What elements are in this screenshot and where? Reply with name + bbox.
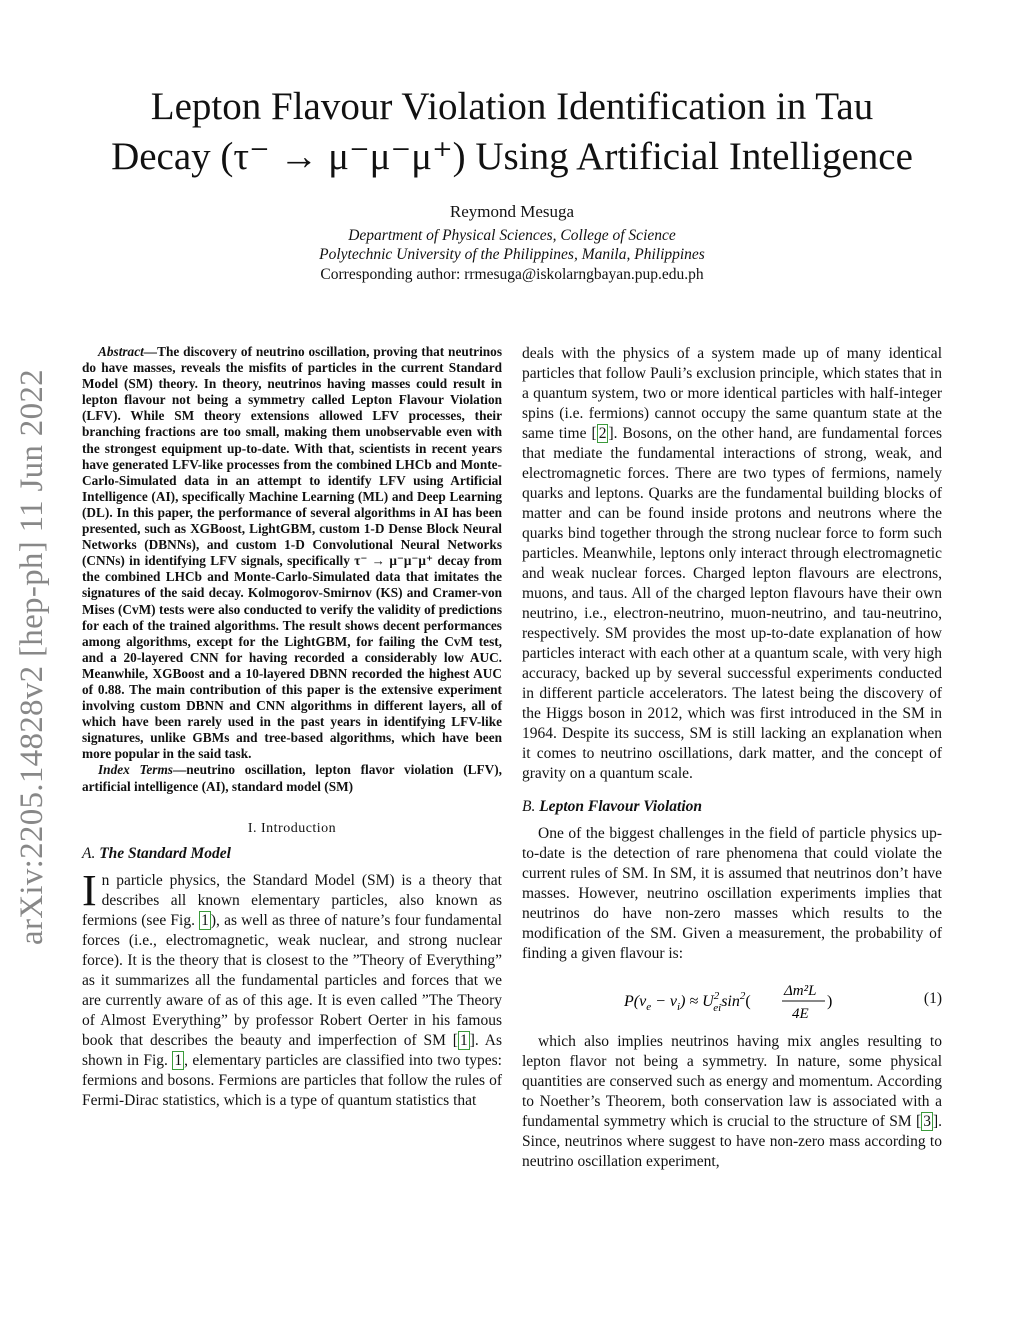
figure-1-link[interactable]: 1 [201,911,209,929]
equation-number: (1) [923,990,942,1007]
eq-lhs-start: P(v [624,993,647,1010]
text-run: ]. As shown in Fig. [82,1031,502,1069]
intro-paragraph-1 [82,865,502,1111]
citation-2-link[interactable]: 2 [598,425,607,442]
figure-1-link-2[interactable]: 1 [174,1051,183,1069]
right-column [522,344,942,1172]
subsection-heading-b [522,798,942,816]
text-run: n particle physics, the Standard Model (SM) is a theory that describes all known elementary particles, also known as fermions (see Fig. [82,871,502,929]
left-column [82,344,502,1111]
text-run: ]. Since, neutrinos where suggest to have non-zero mass according to neutrino oscillation experiment, [522,1113,942,1170]
intro-paragraph-1-continued [522,344,942,784]
index-terms-text: —neutrino oscillation, lepton flavor violation (LFV), artificial intelligence (AI), standard model (SM) [82,762,503,794]
paper-title [40,82,984,182]
affiliation-department: Department of Physical Sciences, College of Science [348,227,676,244]
eq-u-sub: ei [713,1002,722,1014]
title-line-1: Lepton Flavour Violation Identification in Tau [150,85,874,128]
index-terms [82,762,502,794]
subsection-heading-a [82,845,502,863]
citation-1-link[interactable]: 1 [459,1031,468,1049]
eq-lhs-end: ) ≈ U [680,993,714,1010]
eq-sin: sin [721,993,740,1010]
abstract [82,344,502,762]
eq-sub-i: i [677,1001,681,1013]
arxiv-identifier: arXiv:2205.14828v2 [hep-ph] 11 Jun 2022 [14,369,50,945]
abstract-text: The discovery of neutrino oscillation, proving that neutrinos do have masses, reveals the misfits of particles in the current Standard Model (SM) theory. In theory, neutrinos having masses could result in lepton flavour not being a symmetry called Lepton Flavour Violation (LFV). While SM theory extensions allowed LFV processes, their branching fractions are too small, making them unobservable even with the strongest equipment up-to-date. With that, scientists in recent years have generated LFV-like processes from the combined LHCb and Monte-Carlo-Simulated data in an attempt to identify LFV using Artificial Intelligence (AI), specifically Machine Learning (ML) and Deep Learning (DL). In this paper, the performance of several algorithms in AI has been presented, such as XGBoost, LightGBM, custom 1-D Dense Block Neural Networks (DBNNs), and custom 1-D Convolutional Neural Networks (CNNs) in identifying LFV signals, specifically τ⁻ → μ⁻μ⁻μ⁺ decay from the combined LHCb and Monte-Carlo-Simulated data that imitates the signatures of the said decay. Kolmogorov-Smirnov (KS) and Cramer-von Mises (CvM) tests were also conducted to verify the validity of predictions for each of the trained algorithms. The result shows decent performances among algorithms, except for the LightGBM, for failing the CvM test, and a 20-layered CNN for having recorded a considerably low AUC. Meanwhile, XGBoost and a 10-layered DBNN recorded the highest AUC of 0.88. The main contribution of this paper is the extensive experiment involving custom DBNN and CNN algorithms in different layers, all of which have been rarely used in the past years in identifying LFV-like signatures, unlike GBMs and tree-based algorithms, which have been more popular in the said task. [82,344,502,762]
citation-3-link[interactable]: 3 [923,1113,931,1130]
text-run: , elementary particles are classified into two types: fermions and bosons. Fermions are particles that follow the rules of Fermi-Dirac statistics, which is a type of quantum statistics that [82,1051,502,1109]
subsection-a-label: A. [82,844,96,862]
eq-sub-e: e [646,1001,652,1013]
corresponding-author: Corresponding author: rrmesuga@iskolarngbayan.pup.edu.ph [320,266,704,283]
lfv-paragraph-1: One of the biggest challenges in the field of particle physics up-to-date is the detection of rare phenomena that could violate the current rules of SM. In SM, it is assumed that neutrinos don’t have masses. However, neutrino oscillation experiments implies that neutrinos do have non-zero masses which results to the modification of the SM. Given a measurement, the probability of finding a given flavour is: [522,825,942,962]
equation-1-formula [522,978,882,1024]
equation-1 [522,978,942,1024]
equation-lhs [623,990,751,1014]
abstract-label: Abstract— [98,344,158,359]
text-run: deals with the physics of a system made up of many identical particles that follow Pauli’s exclusion principle, which states that in a quantum system, two or more identical particles with half-integer spins (i.e. fermions) cannot occupy the same quantum state at the same time [ [522,345,942,442]
title-line-2: Decay (τ⁻ → μ⁻μ⁻μ⁺) Using Artificial Intelligence [111,135,913,178]
text-run: ), as well as three of nature’s four fundamental forces (i.e., electromagnetic, weak nuclear, and strong nuclear force). It is the theory that is closest to the ”Theory of Everything” as it summarizes all the fundamental particles and forces that we are currently aware of as of this age. It is even called ”The Theory of Almost Everything” by professor Robert Oerter in his famous book that describes the beauty and imperfection of SM [ [82,911,502,1049]
subsection-a-name: The Standard Model [99,844,231,862]
eq-u-sup: 2 [713,990,720,1002]
affiliation-university: Polytechnic University of the Philippines, Manila, Philippines [319,246,705,263]
text-run: which also implies neutrinos having mix angles resulting to lepton flavor not being a symmetry. In nature, some physical quantities are conserved such as energy and momentum. According to Noether’s Theorem, both conservation law is associated with a fundamental symmetry which is crucial to the structure of SM [ [522,1033,942,1130]
drop-cap: I [82,865,97,915]
equation-denominator: 4E [792,1006,809,1022]
subsection-b-name: Lepton Flavour Violation [539,798,702,815]
author-name: Reymond Mesuga [449,202,575,221]
eq-open-paren: ( [745,993,751,1010]
lfv-paragraph-2 [522,1032,942,1172]
eq-close-paren: ) [827,993,833,1010]
index-terms-label: Index Terms [98,762,173,778]
eq-lhs-mid: − v [651,993,677,1010]
equation-numerator: Δm²L [784,983,817,999]
subsection-b-label: B. [522,798,536,815]
text-run: ]. Bosons, on the other hand, are fundamental forces that mediate the fundamental interactions of strong, weak, and electromagnetic forces. There are two types of fermions, namely quarks and leptons. Quarks are the fundamental building blocks of matter and can be found inside protons and neutrons where the quarks bind together through the strong nuclear force to form such particles. Meanwhile, leptons only interact through electromagnetic and weak nuclear forces. Charged lepton flavours are electrons, muons, and taus. All of the charged lepton flavours have their own neutrino, i.e., electron-neutrino, muon-neutrino, and tau-neutrino, respectively. SM provides the most up-to-date explanation of how particles interact with each other at a quantum scale, with very high accuracy, backed up by several successful experiments conducted in different particle accelerators. The latest being the discovery of the Higgs boson in 2012, which was first introduced in the SM in 1964. Despite its success, SM is still lacking an explanation when it comes to neutrino oscillations, dark matter, and the concept of gravity on a quantum scale. [522,425,943,782]
section-heading-introduction: I. Introduction [247,820,337,836]
eq-sin-sup: 2 [739,990,746,1002]
